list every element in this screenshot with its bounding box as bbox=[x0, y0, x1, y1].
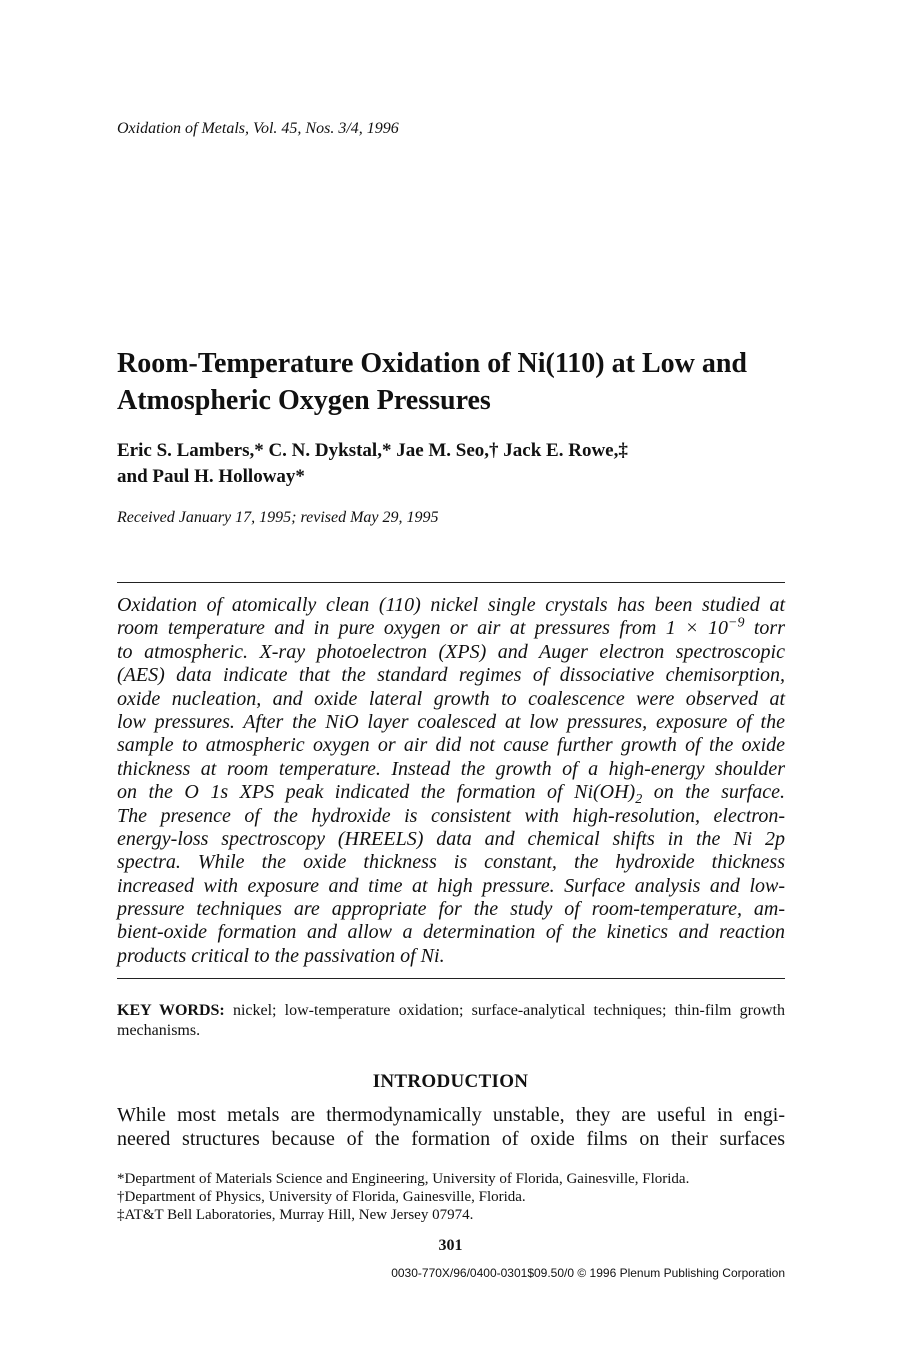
abstract-line: oxide nucleation, and oxide lateral growth to coalescence were observed at bbox=[117, 687, 785, 710]
abstract-top-rule bbox=[117, 582, 785, 583]
received-dates: Received January 17, 1995; revised May 29, 1995 bbox=[117, 509, 439, 526]
abstract-line: on the O 1s XPS peak indicated the formation of $Ni(OH)_2$ on the surface. bbox=[117, 781, 785, 808]
keywords-text: nickel; low-temperature oxidation; surface-analytical techniques; thin-film growth mechanisms. bbox=[117, 1002, 785, 1039]
footnotes bbox=[117, 1170, 785, 1224]
abstract-line: sample to atmospheric oxygen or air did not cause further growth of the oxide bbox=[117, 734, 785, 757]
journal-citation: Oxidation of Metals, Vol. 45, Nos. 3/4, 1996 bbox=[117, 120, 399, 137]
intro-line: While most metals are thermodynamically unstable, they are useful in engi- bbox=[117, 1104, 785, 1126]
footnote: †Department of Physics, University of Florida, Gainesville, Florida. bbox=[117, 1189, 526, 1205]
abstract-line: (AES) data indicate that the standard regimes of dissociative chemisorption, bbox=[117, 664, 785, 687]
footnote: ‡AT&T Bell Laboratories, Murray Hill, New Jersey 07974. bbox=[117, 1207, 474, 1223]
abstract-line: Oxidation of atomically clean (110) nickel single crystals has been studied at bbox=[117, 594, 785, 616]
abstract-line: thickness at room temperature. Instead the growth of a high-energy shoulder bbox=[117, 757, 785, 780]
abstract bbox=[117, 594, 785, 968]
abstract-line: spectra. While the oxide thickness is constant, the hydroxide thickness bbox=[117, 851, 785, 874]
abstract-line: to atmospheric. X-ray photoelectron (XPS) and Auger electron spectroscopic bbox=[117, 640, 785, 663]
abstract-line: pressure techniques are appropriate for the study of room-temperature, am- bbox=[117, 898, 785, 921]
abstract-line: increased with exposure and time at high pressure. Surface analysis and low- bbox=[117, 874, 785, 897]
copyright-line: 0030-770X/96/0400-0301$09.50/0 © 1996 Plenum Publishing Corporation bbox=[391, 1266, 785, 1280]
title-line-1: Room-Temperature Oxidation of Ni(110) at Low and bbox=[117, 348, 747, 379]
abstract-line: room temperature and in pure oxygen or air at pressures from $1 \times 10^{-9}$ torr bbox=[117, 615, 785, 640]
keywords bbox=[117, 1001, 785, 1041]
abstract-line: The presence of the hydroxide is consistent with high-resolution, electron- bbox=[117, 804, 785, 827]
authors-line-2: and Paul H. Holloway* bbox=[117, 466, 305, 487]
subscript: 2 bbox=[635, 792, 643, 808]
title-line-2: Atmospheric Oxygen Pressures bbox=[117, 385, 491, 416]
section-heading: INTRODUCTION bbox=[372, 1071, 529, 1092]
abstract-bottom-rule bbox=[117, 978, 785, 979]
abstract-line: bient-oxide formation and allow a determination of the kinetics and reaction bbox=[117, 921, 785, 944]
author-list bbox=[117, 438, 797, 490]
abstract-line: low pressures. After the NiO layer coalesced at low pressures, exposure of the bbox=[117, 710, 785, 733]
authors-line-1: Eric S. Lambers,* C. N. Dykstal,* Jae M. Seo,† Jack E. Rowe,‡ bbox=[117, 440, 628, 461]
paper-title bbox=[117, 345, 797, 419]
exponent: −9 bbox=[728, 615, 745, 631]
intro-line: neered structures because of the formation of oxide films on their surfaces bbox=[117, 1128, 785, 1150]
abstract-line: energy-loss spectroscopy (HREELS) data and chemical shifts in the Ni 2p bbox=[117, 827, 785, 850]
footnote: *Department of Materials Science and Engineering, University of Florida, Gainesville, Florida. bbox=[117, 1171, 690, 1187]
abstract-line: products critical to the passivation of Ni. bbox=[117, 944, 445, 967]
keywords-label: KEY WORDS: bbox=[117, 1002, 225, 1019]
intro-paragraph bbox=[117, 1103, 785, 1151]
page-number: 301 bbox=[438, 1237, 463, 1254]
